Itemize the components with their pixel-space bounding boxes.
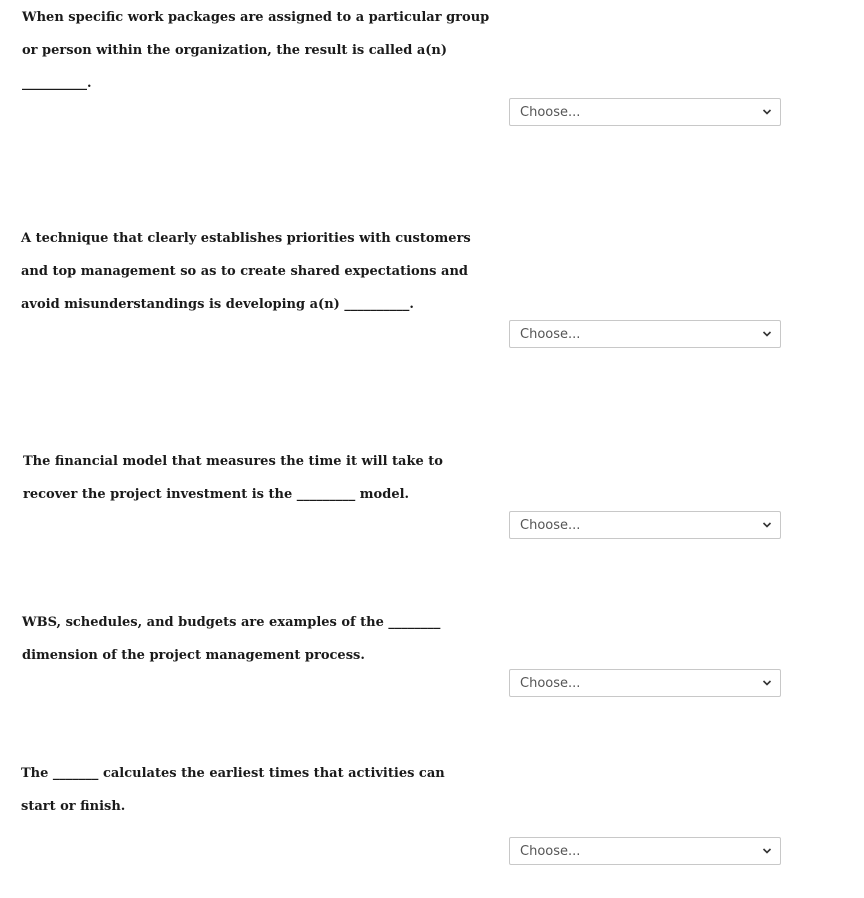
question-2-text <box>21 222 501 321</box>
question-1-select-value: Choose... <box>520 105 581 120</box>
question-2-line-2: and top management so as to create shared expectations and <box>21 264 468 279</box>
question-1-text <box>22 1 502 100</box>
question-3-line-1: The financial model that measures the time it will take to <box>23 454 443 469</box>
chevron-down-icon <box>762 330 772 338</box>
chevron-down-icon <box>762 521 772 529</box>
question-1-answer-select[interactable] <box>509 98 781 126</box>
question-1-line-3: __________. <box>22 76 92 91</box>
question-5-line-2: start or finish. <box>21 799 126 814</box>
chevron-down-icon <box>762 847 772 855</box>
question-2-answer-select[interactable] <box>509 320 781 348</box>
question-4-answer-select[interactable] <box>509 669 781 697</box>
chevron-down-icon <box>762 108 772 116</box>
question-4-select-value: Choose... <box>520 676 581 691</box>
question-3-answer-select[interactable] <box>509 511 781 539</box>
question-1-line-1: When specific work packages are assigned to a particular group <box>22 10 490 25</box>
question-5-text <box>21 757 501 823</box>
question-5-answer-select[interactable] <box>509 837 781 865</box>
question-3-select-value: Choose... <box>520 518 581 533</box>
question-3-text <box>23 445 503 511</box>
question-4-text <box>22 606 502 672</box>
question-2-line-1: A technique that clearly establishes priorities with customers <box>21 231 471 246</box>
chevron-down-icon <box>762 679 772 687</box>
question-5-line-1: The _______ calculates the earliest times that activities can <box>21 766 445 781</box>
question-3-line-2: recover the project investment is the _________ model. <box>23 487 410 502</box>
question-5-select-value: Choose... <box>520 844 581 859</box>
question-2-select-value: Choose... <box>520 327 581 342</box>
question-4-line-1: WBS, schedules, and budgets are examples of the ________ <box>22 615 441 630</box>
question-2-line-3: avoid misunderstandings is developing a(n) __________. <box>21 297 414 312</box>
question-1-line-2: or person within the organization, the result is called a(n) <box>22 43 448 58</box>
question-4-line-2: dimension of the project management process. <box>22 648 365 663</box>
